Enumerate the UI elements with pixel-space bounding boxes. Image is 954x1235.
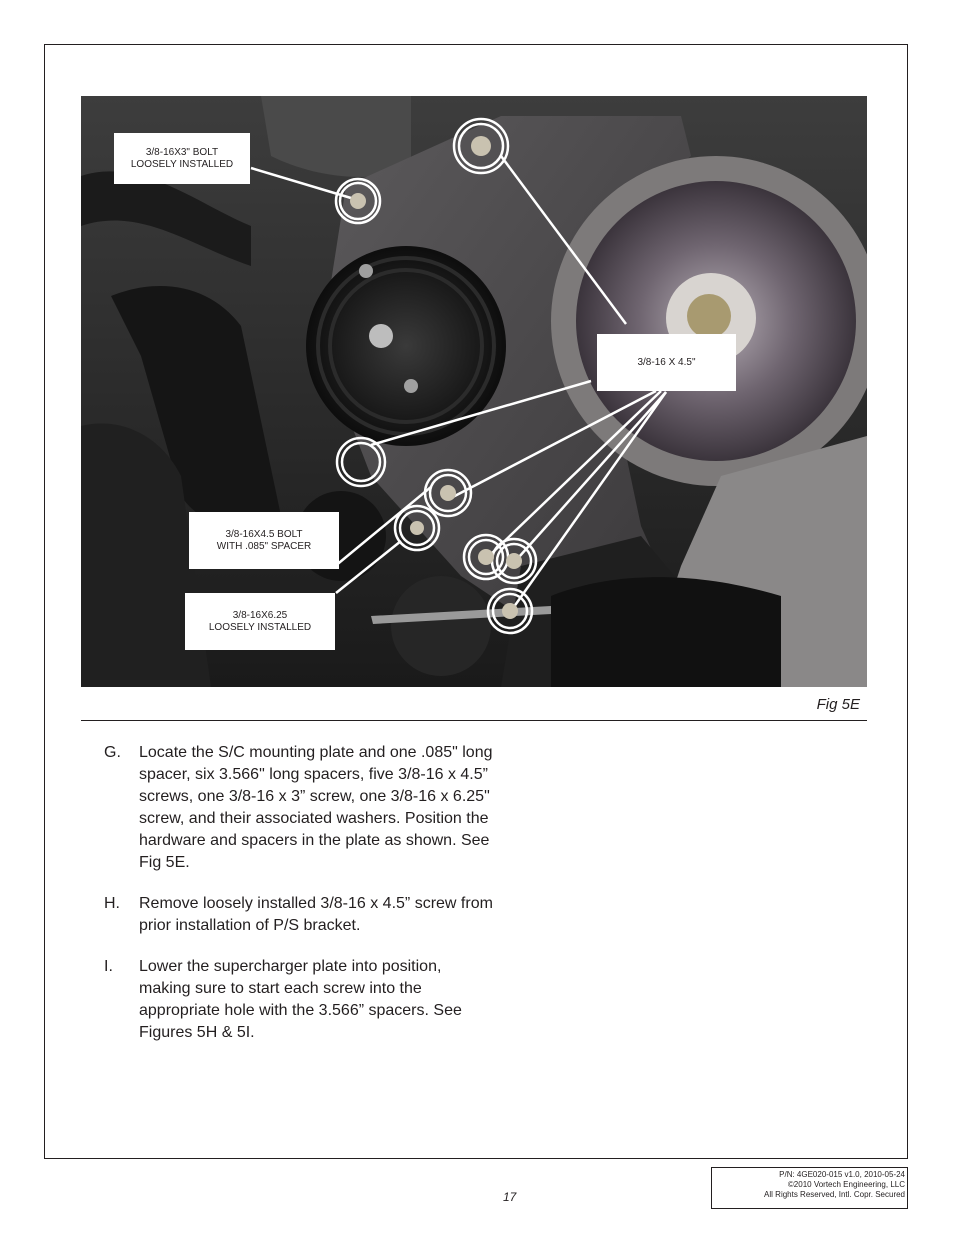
figure-caption: Fig 5E [816,696,860,713]
instruction-steps [104,742,494,1063]
step-text: Lower the supercharger plate into position, making sure to start each screw into the appropriate hole with the 3.566” spacers. See Figures 5H & 5I. [139,958,462,1041]
step-letter: G. [104,744,121,761]
step-letter: I. [104,958,113,975]
step-h [104,893,494,937]
step-i [104,956,494,1044]
callout-bolt-spacer: 3/8-16X4.5 BOLT WITH .085" SPACER [189,512,339,569]
footer-info-box [711,1167,908,1209]
step-letter: H. [104,895,120,912]
divider [81,720,867,721]
rights-notice: All Rights Reserved, Intl. Copr. Secured [764,1190,905,1199]
callout-bolt-4-5: 3/8-16 X 4.5" [597,334,736,391]
copyright: ©2010 Vortech Engineering, LLC [787,1180,905,1189]
callout-bolt-3in: 3/8-16X3" BOLT LOOSELY INSTALLED [114,133,250,184]
step-g [104,742,494,874]
part-number: P/N: 4GE020-015 v1.0, 2010-05-24 [779,1170,905,1179]
step-text: Remove loosely installed 3/8-16 x 4.5” screw from prior installation of P/S bracket. [139,895,493,934]
engine-photo [81,96,867,687]
step-text: Locate the S/C mounting plate and one .085" long spacer, six 3.566" long spacers, five 3/8-16 x 4.5” screws, one 3/8-16 x 3” screw, one 3/8-16 x 6.25" screw, and their associated washers. Position the hardware and spacers in the plate as shown. See Fig 5E. [139,744,493,871]
callout-bolt-6-25: 3/8-16X6.25 LOOSELY INSTALLED [185,593,335,650]
page-number: 17 [503,1190,517,1204]
